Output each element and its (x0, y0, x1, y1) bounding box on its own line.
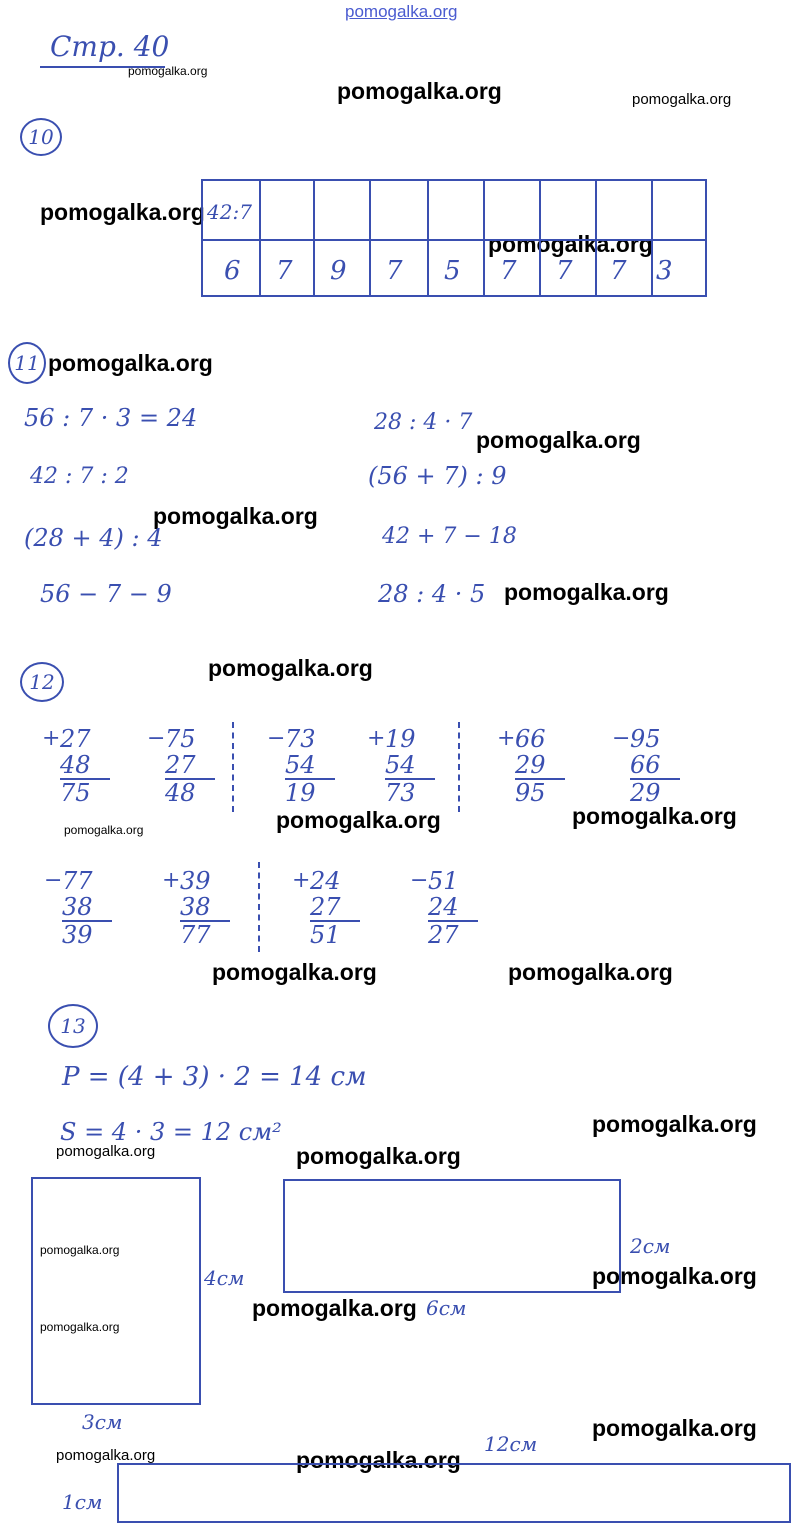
watermark: pomogalka.org (337, 78, 502, 104)
result: 73 (385, 778, 435, 806)
operator-sign: + (162, 868, 181, 893)
operand: 51 (428, 867, 459, 895)
result: 75 (60, 778, 110, 806)
dimension-label: 3см (82, 1410, 123, 1434)
operand: 77 (62, 867, 93, 895)
operand: 27 (60, 725, 91, 753)
answer-cell: 7 (276, 256, 293, 286)
watermark: pomogalka.org (252, 1295, 417, 1321)
operator-sign: − (410, 868, 429, 893)
operand: 38 (180, 893, 211, 921)
operand: 66 (515, 725, 546, 753)
rectangle-3x4 (32, 1178, 200, 1404)
watermark: pomogalka.org (40, 1320, 120, 1334)
watermark: pomogalka.org (488, 231, 653, 257)
answer-cell: 7 (610, 256, 627, 286)
watermark: pomogalka.org (296, 1447, 461, 1473)
operand: 24 (428, 893, 459, 921)
expression-right: 28 : 4 · 7 (374, 410, 473, 435)
operand: 38 (62, 893, 93, 921)
dimension-label: 12см (484, 1432, 538, 1456)
answer-cell: 7 (386, 256, 403, 286)
watermark: pomogalka.org (153, 503, 318, 529)
watermark: pomogalka.org (504, 579, 669, 605)
task-number-12: 12 (20, 662, 64, 702)
result: 39 (62, 920, 112, 948)
operand: 75 (165, 725, 196, 753)
site-link[interactable]: pomogalka.org (345, 2, 458, 21)
operand: 48 (60, 751, 91, 779)
watermark: pomogalka.org (592, 1111, 757, 1137)
result: 48 (165, 778, 215, 806)
table-header-cell: 42:7 (207, 200, 252, 224)
page-title: Стр. 40 (50, 30, 170, 63)
result: 95 (515, 778, 565, 806)
task-number-13: 13 (48, 1004, 98, 1048)
result: 29 (630, 778, 680, 806)
answer-cell: 3 (656, 256, 673, 286)
result: 19 (285, 778, 335, 806)
expression-left: 56 − 7 − 9 (40, 580, 172, 608)
operand: 54 (285, 751, 316, 779)
operand: 27 (165, 751, 196, 779)
task-number-10: 10 (20, 118, 62, 156)
operand: 54 (385, 751, 416, 779)
watermark: pomogalka.org (40, 199, 205, 225)
perimeter-formula: P = (4 + 3) · 2 = 14 см (62, 1062, 367, 1092)
expression-right: (56 + 7) : 9 (368, 462, 507, 490)
operand: 66 (630, 751, 661, 779)
rectangle-12x1 (118, 1464, 790, 1522)
dimension-label: 1см (62, 1490, 103, 1514)
watermark: pomogalka.org (476, 427, 641, 453)
area-formula: S = 4 · 3 = 12 см² (60, 1118, 282, 1146)
operator-sign: + (292, 868, 311, 893)
watermark: pomogalka.org (296, 1143, 461, 1169)
answer-cell: 7 (500, 256, 517, 286)
watermark: pomogalka.org (572, 803, 737, 829)
operator-sign: + (42, 726, 61, 751)
result: 51 (310, 920, 360, 948)
watermark: pomogalka.org (56, 1143, 156, 1160)
operator-sign: + (497, 726, 516, 751)
operator-sign: − (267, 726, 286, 751)
expression-left: (28 + 4) : 4 (24, 524, 163, 552)
answer-cell: 6 (224, 256, 241, 286)
result: 77 (180, 920, 230, 948)
watermark: pomogalka.org (64, 823, 144, 837)
operand: 24 (310, 867, 341, 895)
watermark: pomogalka.org (48, 350, 213, 376)
operand: 27 (310, 893, 341, 921)
answer-cell: 9 (330, 256, 347, 286)
answer-cell: 7 (556, 256, 573, 286)
operand: 95 (630, 725, 661, 753)
watermark: pomogalka.org (212, 959, 377, 985)
watermark: pomogalka.org (56, 1447, 156, 1464)
operand: 19 (385, 725, 416, 753)
answer-cell: 5 (444, 256, 461, 286)
rectangle-6x2 (284, 1180, 620, 1292)
result: 27 (428, 920, 478, 948)
operand: 39 (180, 867, 211, 895)
watermark: pomogalka.org (40, 1243, 120, 1257)
expression-left: 56 : 7 · 3 = 24 (24, 404, 198, 432)
expression-right: 42 + 7 − 18 (382, 524, 517, 549)
operand: 29 (515, 751, 546, 779)
watermark: pomogalka.org (276, 807, 441, 833)
watermark: pomogalka.org (208, 655, 373, 681)
dimension-label: 6см (426, 1296, 467, 1320)
expression-left: 42 : 7 : 2 (30, 464, 129, 489)
task-number-11: 11 (8, 342, 46, 384)
watermark: pomogalka.org (632, 91, 732, 108)
watermark: pomogalka.org (128, 64, 208, 78)
operand: 73 (285, 725, 316, 753)
operator-sign: − (612, 726, 631, 751)
watermark: pomogalka.org (508, 959, 673, 985)
operator-sign: − (147, 726, 166, 751)
expression-right: 28 : 4 · 5 (378, 580, 486, 608)
operator-sign: − (44, 868, 63, 893)
watermark: pomogalka.org (592, 1263, 757, 1289)
operator-sign: + (367, 726, 386, 751)
watermark: pomogalka.org (592, 1415, 757, 1441)
dimension-label: 2см (630, 1234, 671, 1258)
dimension-label: 4см (204, 1266, 245, 1290)
